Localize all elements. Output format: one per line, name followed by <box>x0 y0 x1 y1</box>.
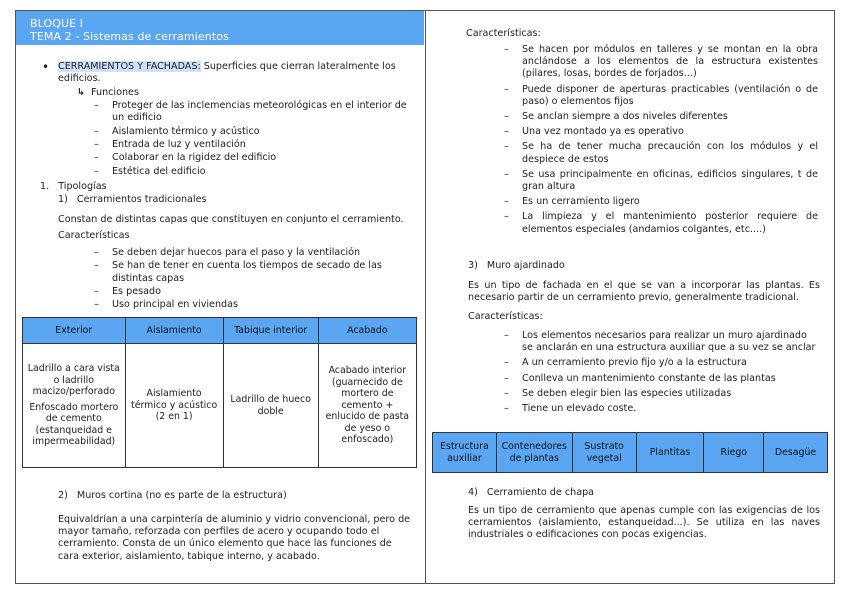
table-header: Exterior <box>23 318 126 344</box>
exterior-b: Enfoscado mortero de cemento (estanqueidad e impermeabilidad) <box>29 401 119 448</box>
trad-number: 1) <box>58 194 68 205</box>
layer-cell: Contenedores de plantas <box>496 433 572 473</box>
jardin-caract-label: Características: <box>468 311 543 322</box>
table-header: Tabique interior <box>223 318 318 344</box>
column-divider <box>425 11 426 583</box>
jardin-title: Muro ajardinado <box>486 260 565 271</box>
list-item: – Es un cerramiento ligero <box>522 196 818 208</box>
cortina-heading <box>58 490 287 502</box>
cortina-description: Equivaldrían a una carpintería de aluminio y vidrio convencional, pero de mayor tamaño, reforzada con perfiles de acero y ocupando todo el cerramiento. Consta de un único elemento que hace las funciones de cara exterior, aislamiento, tabique interno, y acabado. <box>58 514 411 562</box>
layer-cell: Sustrato vegetal <box>572 433 636 473</box>
left-column <box>16 11 424 562</box>
layers-table <box>22 317 417 468</box>
tipologias-label: Tipologías <box>58 181 107 192</box>
list-item: – Se usa principalmente en oficinas, edificios singulares, t de gran altura <box>522 169 818 193</box>
intro-term: CERRAMIENTOS Y FACHADAS: <box>58 61 201 72</box>
list-item: – Uso principal en viviendas <box>112 299 392 311</box>
list-item: – Conlleva un mantenimiento constante de las plantas <box>522 373 818 385</box>
chapa-description: Es un tipo de cerramiento que apenas cumple con las exigencias de los cerramientos (aislamiento, estanqueidad...). Se utiliza en las naves industriales o edificaciones con pocas exigencias. <box>468 505 820 541</box>
trad-caract-label: Características <box>58 230 130 241</box>
list-item: – Una vez montado ya es operativo <box>522 126 818 138</box>
table-header: Aislamiento <box>125 318 223 344</box>
chapa-number: 4) <box>468 487 478 498</box>
cortina-caract-label: Características: <box>466 28 541 39</box>
list-item: – Se ha de tener mucha precaución con los módulos y el despiece de estos <box>522 141 818 165</box>
layer-cell: Riego <box>704 433 764 473</box>
list-item: – Entrada de luz y ventilación <box>112 139 412 151</box>
table-header: Acabado <box>318 318 416 344</box>
block-title: BLOQUE I <box>30 17 84 30</box>
list-item: – Aislamiento térmico y acústico <box>112 126 412 138</box>
jardin-heading <box>468 260 565 272</box>
list-item: – Se deben dejar huecos para el paso y la ventilación <box>112 247 392 259</box>
funciones-label: Funciones <box>91 87 139 98</box>
list-item: – Se deben elegir bien las especies utilizadas <box>522 388 818 400</box>
cortina-caract-list <box>522 44 818 237</box>
trad-description: Constan de distintas capas que constituyen en conjunto el cerramiento. <box>58 214 404 225</box>
intro-text: Superficies que cierran lateralmente los edificios. <box>58 61 396 85</box>
header-banner <box>16 11 424 45</box>
list-item: – Se han de tener en cuenta los tiempos de secado de las distintas capas <box>112 260 392 284</box>
tipologias-heading <box>40 181 107 193</box>
list-item: – Puede disponer de aperturas practicables (ventilación o de paso) o elementos fijos <box>522 84 818 108</box>
list-item: – Proteger de las inclemencias meteorológicas en el interior de un edificio <box>112 100 412 124</box>
list-item: – A un cerramiento previo fijo y/o a la estructura <box>522 357 818 369</box>
tipologias-number: 1. <box>40 181 50 192</box>
list-item: – Se anclan siempre a dos niveles diferentes <box>522 111 818 123</box>
trad-heading <box>58 194 206 206</box>
chapa-title: Cerramiento de chapa <box>486 487 595 498</box>
list-item: – Estética del edificio <box>112 166 412 178</box>
list-item: – Se hacen por módulos en talleres y se montan en la obra anclándose a los elementos de la estructura existentes (pilares, losas, bordes de forjados...) <box>522 44 818 81</box>
document-page <box>15 10 835 584</box>
table-cell: Ladrillo de hueco doble <box>223 344 318 468</box>
jardin-number: 3) <box>468 260 478 271</box>
layer-cell: Estructura auxiliar <box>433 433 497 473</box>
list-item: – Los elementos necesarios para realizar un muro ajardinado se anclarán en una estructura auxiliar que a su vez se anclar <box>522 330 818 354</box>
trad-title: Cerramientos tradicionales <box>76 194 207 205</box>
jardin-description: Es un tipo de fachada en el que se van a incorporar las plantas. Es necesario partir de un cerramiento previo, generalmente tradicional. <box>468 280 820 304</box>
cortina-number: 2) <box>58 490 68 501</box>
jardin-caract-list <box>522 330 818 416</box>
trad-caract-list <box>112 247 392 313</box>
chapa-heading <box>468 487 594 499</box>
list-item: – Tiene un elevado coste. <box>522 403 818 415</box>
layer-cell: Desagüe <box>764 433 828 473</box>
list-item: – Colaborar en la rigidez del edificio <box>112 152 412 164</box>
table-cell: Aislamiento térmico y acústico (2 en 1) <box>125 344 223 468</box>
intro-item <box>58 61 408 85</box>
topic-title: TEMA 2 - Sistemas de cerramientos <box>30 30 229 43</box>
layer-cell: Plantitas <box>636 433 704 473</box>
table-cell: Acabado interior (guarnecido de mortero de cemento + enlucido de pasta de yeso o enfoscado) <box>318 344 416 468</box>
jardin-layers-table <box>432 432 828 473</box>
funciones-list <box>112 100 412 179</box>
list-item: – Es pesado <box>112 286 392 298</box>
cortina-title: Muros cortina (no es parte de la estructura) <box>76 490 287 501</box>
table-cell <box>23 344 126 468</box>
funciones-heading <box>91 87 139 99</box>
list-item: – La limpieza y el mantenimiento posterior requiere de elementos especiales (andamios colgantes, etc....) <box>522 211 818 235</box>
exterior-a: Ladrillo a cara vista o ladrillo macizo/perforado <box>27 362 120 398</box>
